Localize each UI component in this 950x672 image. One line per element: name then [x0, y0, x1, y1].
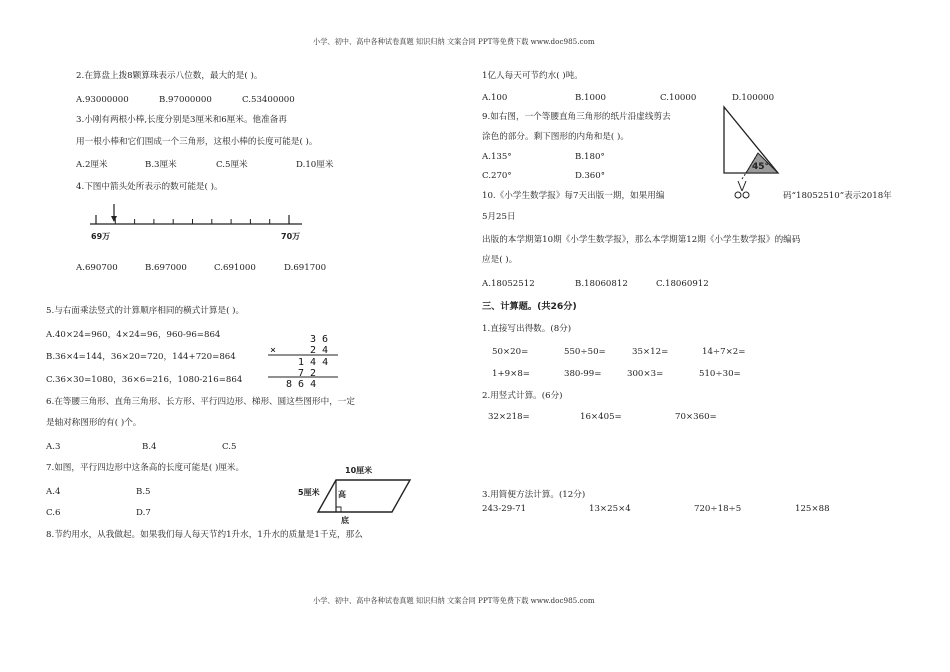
- c1-r2-3: 300×3=: [627, 369, 664, 379]
- c1-r2-2: 380-99=: [564, 369, 602, 379]
- q4-text: 4.下图中箭头处所表示的数可能是( )。: [76, 182, 223, 192]
- number-line-label-left: 69万: [91, 232, 111, 241]
- q3-option-b: B.3厘米: [145, 160, 177, 170]
- c3-item-1: 243-29-71: [482, 504, 527, 514]
- q8b-option-d: D.100000: [732, 93, 775, 103]
- q10-line4: 应是( )。: [482, 255, 518, 265]
- arrow-down-icon: [111, 204, 117, 222]
- q5-option-b: B.36×4=144，36×20=720，144+720=864: [46, 352, 236, 362]
- triangle-cut-figure: [716, 103, 786, 207]
- q7-text: 7.如图，平行四边形中这条高的长度可能是( )厘米。: [46, 463, 245, 473]
- q2-option-c: C.53400000: [242, 95, 295, 105]
- q5-option-a: A.40×24=960，4×24=96，960-96=864: [46, 330, 221, 340]
- q2-option-a: A.93000000: [76, 95, 129, 105]
- q7-option-d: D.7: [136, 508, 151, 518]
- c2-item-1: 32×218=: [488, 412, 530, 422]
- number-line-label-right: 70万: [281, 232, 301, 241]
- c1-r2-1: 1+9×8=: [492, 369, 531, 379]
- c1-r1-1: 50×20=: [492, 347, 529, 357]
- q6-line1: 6.在等腰三角形、直角三角形、长方形、平行四边形、梯形、圆这些图形中，一定: [46, 397, 355, 407]
- q4-option-a: A.690700: [76, 263, 118, 273]
- q8b-option-a: A.100: [482, 93, 508, 103]
- q10-option-c: C.18060912: [656, 279, 709, 289]
- q6-option-c: C.5: [222, 442, 237, 452]
- q8b-option-b: B.1000: [575, 93, 606, 103]
- c3-item-2: 13×25×4: [589, 504, 631, 514]
- q4-option-b: B.697000: [145, 263, 187, 273]
- q4-option-c: C.691000: [214, 263, 256, 273]
- vertical-row1: 3 6: [310, 334, 329, 345]
- q7-option-a: A.4: [46, 487, 61, 497]
- vertical-row4: 7 2: [298, 368, 317, 379]
- parallelogram-figure: [318, 476, 418, 520]
- c1-r1-2: 550÷50=: [564, 347, 606, 357]
- page-footer: 小学、初中、高中各种试卷真题 知识归纳 文案合同 PPT等免费下载 www.doc985.com: [313, 596, 595, 605]
- q5-option-c: C.36×30=1080，36×6=216，1080-216=864: [46, 375, 243, 385]
- q10-line2: 5月25日: [482, 212, 516, 222]
- q10-line1b: 码“18052510”表示2018年: [783, 191, 892, 201]
- parallelogram-base-label: 底: [341, 516, 349, 525]
- q3-line2: 用一根小棒和它们围成一个三角形，这根小棒的长度可能是( )。: [76, 137, 318, 147]
- c1-r1-4: 14÷7×2=: [702, 347, 746, 357]
- q3-line1: 3.小刚有两根小棒,长度分别是3厘米和6厘米。他准备再: [76, 115, 287, 125]
- q3-option-d: D.10厘米: [296, 160, 334, 170]
- q5-text: 5.与右面乘法竖式的计算顺序相同的横式计算是( )。: [46, 306, 245, 316]
- q4-option-d: D.691700: [284, 263, 327, 273]
- q8b-option-c: C.10000: [660, 93, 697, 103]
- c3-item-4: 125×88: [795, 504, 830, 514]
- q7-option-b: B.5: [136, 487, 151, 497]
- q6-option-b: B.4: [142, 442, 157, 452]
- q8b-text: 1亿人每天可节约水( )吨。: [482, 71, 583, 81]
- q10-line3: 出版的本学期第10期《小学生数学报》，那么本学期第12期《小学生数学报》的编码: [482, 235, 801, 245]
- q6-option-a: A.3: [46, 442, 61, 452]
- angle-45-label: 45°: [752, 162, 770, 172]
- q7-option-c: C.6: [46, 508, 61, 518]
- vertical-row2: 2 4: [310, 345, 329, 356]
- vertical-row5: 8 6 4: [286, 379, 317, 390]
- q9-line2: 涂色的部分。剩下图形的内角和是( )。: [482, 132, 629, 142]
- c1-r2-4: 510÷30=: [699, 369, 741, 379]
- q9-line1: 9.如右图，一个等腰直角三角形的纸片沿虚线剪去: [482, 112, 671, 122]
- c2-title: 2.用竖式计算。(6分): [482, 391, 563, 401]
- q9-option-d: D.360°: [575, 171, 606, 181]
- q9-option-a: A.135°: [482, 152, 512, 162]
- parallelogram-height-label: 高: [338, 490, 346, 499]
- q3-option-c: C.5厘米: [216, 160, 248, 170]
- parallelogram-side-label: 5厘米: [298, 488, 320, 497]
- c3-item-3: 720÷18÷5: [694, 504, 742, 514]
- section-title-calculation: 三、计算题。(共26分): [482, 301, 577, 312]
- q10-option-a: A.18052512: [482, 279, 535, 289]
- parallelogram-top-label: 10厘米: [345, 466, 373, 475]
- q10-line1a: 10.《小学生数学报》每7天出版一期，如果用编: [482, 191, 665, 201]
- scissors-icon: [735, 181, 749, 198]
- c3-title: 3.用简便方法计算。(12分): [482, 490, 586, 500]
- q6-line2: 是轴对称图形的有( )个。: [46, 418, 142, 428]
- c1-r1-3: 35×12=: [632, 347, 669, 357]
- vertical-row3: 1 4 4: [298, 357, 329, 368]
- q2-option-b: B.97000000: [159, 95, 212, 105]
- number-line-figure: [90, 204, 310, 240]
- q3-option-a: A.2厘米: [76, 160, 108, 170]
- c2-item-2: 16×405=: [580, 412, 622, 422]
- vertical-times-sign: ×: [270, 345, 277, 356]
- c2-item-3: 70×360=: [675, 412, 717, 422]
- q8-text: 8.节约用水，从我做起。如果我们每人每天节约1升水，1升水的质量是1千克，那么: [46, 530, 363, 540]
- q2-text: 2.在算盘上拨8颗算珠表示八位数，最大的是( )。: [76, 71, 263, 81]
- page-header: 小学、初中、高中各种试卷真题 知识归纳 文案合同 PPT等免费下载 www.doc985.com: [313, 37, 595, 46]
- q9-option-b: B.180°: [575, 152, 605, 162]
- q9-option-c: C.270°: [482, 171, 512, 181]
- q10-option-b: B.18060812: [575, 279, 628, 289]
- c1-title: 1.直接写出得数。(8分): [482, 324, 572, 334]
- vertical-lines: [268, 344, 344, 390]
